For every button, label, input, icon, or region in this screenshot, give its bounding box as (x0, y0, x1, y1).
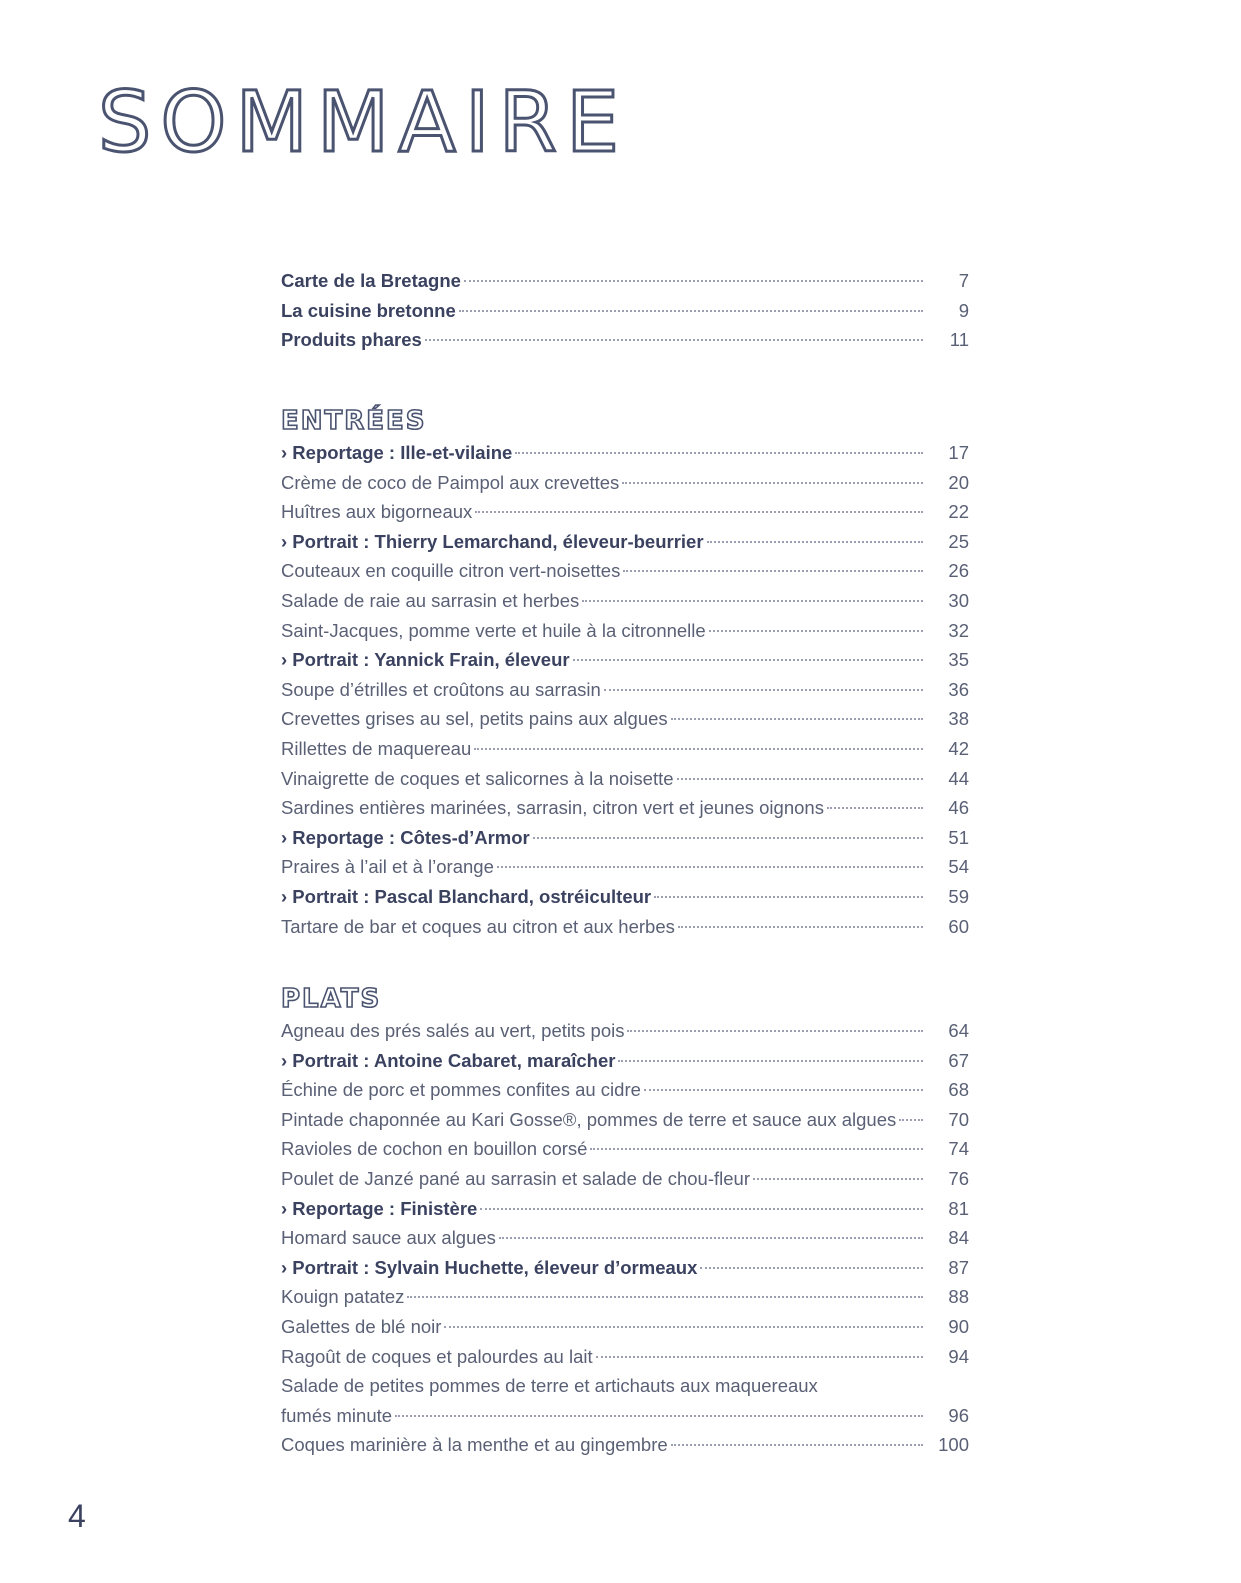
toc-entry[interactable] (281, 912, 969, 942)
dot-leader (395, 1415, 923, 1417)
toc-entry-page-number: 9 (958, 299, 969, 321)
toc-entry-label: Pintade chaponnée au Kari Gosse®, pommes de terre et sauce aux algues (281, 1108, 897, 1130)
toc-entry[interactable] (281, 704, 969, 734)
toc-entry-label: › Portrait : Yannick Frain, éleveur (281, 649, 570, 671)
toc-entry[interactable] (281, 823, 969, 853)
toc-entry[interactable] (281, 1401, 969, 1431)
toc-entry-label: Coques marinière à la menthe et au gingembre (281, 1434, 668, 1456)
section-heading-plats: PLATS (281, 984, 382, 1014)
toc-entry-page-number: 26 (948, 560, 969, 582)
toc-entry[interactable] (281, 645, 969, 675)
toc-entry-page-number: 60 (948, 915, 969, 937)
dot-leader (753, 1178, 923, 1180)
dot-leader (678, 926, 923, 928)
toc-intro-list (281, 266, 969, 355)
toc-entry[interactable] (281, 1016, 969, 1046)
toc-entry[interactable] (281, 325, 969, 355)
dot-leader (475, 511, 923, 513)
dot-leader (707, 541, 923, 543)
dot-leader (827, 807, 923, 809)
toc-entry-page-number: 88 (948, 1286, 969, 1308)
toc-entry[interactable] (281, 468, 969, 498)
dot-leader (407, 1296, 923, 1298)
toc-entry-label: Homard sauce aux algues (281, 1227, 496, 1249)
page-number: 4 (68, 1498, 86, 1534)
toc-entry[interactable] (281, 296, 969, 326)
toc-entry-label: Galettes de blé noir (281, 1315, 442, 1337)
toc-entry-label: Salade de petites pommes de terre et artichauts aux maquereaux (281, 1375, 818, 1397)
toc-entry[interactable] (281, 1105, 969, 1135)
dot-leader (604, 689, 923, 691)
toc-entry-label: Ragoût de coques et palourdes au lait (281, 1345, 593, 1367)
toc-entry-label: › Reportage : Ille-et-vilaine (281, 442, 513, 463)
toc-entry-page-number: 74 (948, 1138, 969, 1160)
toc-entry[interactable] (281, 764, 969, 794)
toc-entry-label: › Portrait : Sylvain Huchette, éleveur d’ormeaux (281, 1256, 698, 1278)
toc-entrees-list (281, 438, 969, 941)
toc-entry-page-number: 76 (948, 1167, 969, 1189)
dot-leader (899, 1119, 923, 1121)
section-heading-entrees: ENTRÉES (281, 406, 427, 436)
dot-leader (480, 1208, 923, 1210)
toc-entry[interactable] (281, 1312, 969, 1342)
toc-entry-page-number: 22 (948, 501, 969, 523)
toc-entry[interactable] (281, 1282, 969, 1312)
toc-entry-label: › Portrait : Antoine Cabaret, maraîcher (281, 1049, 616, 1071)
toc-entry[interactable] (281, 527, 969, 557)
toc-entry-label: Sardines entières marinées, sarrasin, citron vert et jeunes oignons (281, 797, 824, 819)
toc-entry-page-number: 42 (948, 737, 969, 759)
toc-entry-label: Salade de raie au sarrasin et herbes (281, 589, 580, 611)
toc-entry-page-number: 32 (948, 619, 969, 641)
toc-entry[interactable] (281, 266, 969, 296)
toc-entry[interactable] (281, 1342, 969, 1372)
toc-entry-page-number: 17 (948, 442, 969, 463)
toc-entry[interactable] (281, 616, 969, 646)
toc-entry-label: Échine de porc et pommes confites au cidre (281, 1079, 641, 1101)
dot-leader (499, 1237, 923, 1239)
toc-entry-page-number: 67 (948, 1049, 969, 1071)
toc-entry[interactable] (281, 1194, 969, 1224)
toc-entry-label: Vinaigrette de coques et salicornes à la noisette (281, 767, 674, 789)
toc-entry-line (281, 1371, 969, 1401)
toc-entry-label: Couteaux en coquille citron vert-noisettes (281, 560, 621, 582)
toc-entry[interactable] (281, 1046, 969, 1076)
toc-entry[interactable] (281, 852, 969, 882)
dot-leader (596, 1356, 923, 1358)
dot-leader (671, 1444, 923, 1446)
toc-entry-page-number: 96 (948, 1404, 969, 1426)
toc-entry-label: Crevettes grises au sel, petits pains aux algues (281, 708, 668, 730)
toc-entry-label: Poulet de Janzé pané au sarrasin et salade de chou-fleur (281, 1167, 750, 1189)
toc-entry-page-number: 90 (948, 1315, 969, 1337)
toc-entry-label: › Reportage : Côtes-d’Armor (281, 826, 530, 848)
dot-leader (671, 718, 923, 720)
toc-entry-page-number: 94 (948, 1345, 969, 1367)
dot-leader (533, 837, 923, 839)
toc-entry-page-number: 70 (948, 1108, 969, 1130)
toc-entry-label: Agneau des prés salés au vert, petits pois (281, 1020, 625, 1041)
toc-entry-page-number: 54 (948, 856, 969, 878)
toc-entry-label: Kouign patatez (281, 1286, 405, 1308)
toc-entry-label: Tartare de bar et coques au citron et aux herbes (281, 915, 675, 937)
toc-entry-label: Carte de la Bretagne (281, 270, 461, 291)
toc-entry-page-number: 11 (949, 329, 969, 351)
toc-entry-page-number: 87 (948, 1256, 969, 1278)
toc-entry-label: Crème de coco de Paimpol aux crevettes (281, 471, 620, 493)
toc-entry-label: › Portrait : Pascal Blanchard, ostréiculteur (281, 885, 652, 907)
toc-entry-page-number: 36 (948, 678, 969, 700)
toc-entry-label: Produits phares (281, 329, 422, 351)
toc-plats-section (281, 982, 969, 1460)
toc-entry-page-number: 100 (938, 1434, 969, 1456)
toc-entry-label: › Portrait : Thierry Lemarchand, éleveur-beurrier (281, 530, 704, 552)
toc-entry-label: Saint-Jacques, pomme verte et huile à la citronnelle (281, 619, 706, 641)
toc-entry[interactable] (281, 556, 969, 586)
dot-leader (573, 659, 923, 661)
toc-entry-page-number: 38 (948, 708, 969, 730)
dot-leader (425, 339, 923, 341)
toc-entry-page-number: 51 (948, 826, 969, 848)
toc-entry-label: Huîtres aux bigorneaux (281, 501, 473, 523)
dot-leader (654, 896, 923, 898)
dot-leader (582, 600, 923, 602)
toc-entry[interactable] (281, 1164, 969, 1194)
dot-leader (627, 1030, 923, 1032)
toc-entry-page-number: 30 (948, 589, 969, 611)
dot-leader (444, 1326, 923, 1328)
toc-entry-label: Praires à l’ail et à l’orange (281, 856, 494, 878)
dot-leader (464, 280, 923, 282)
dot-leader (623, 570, 923, 572)
dot-leader (497, 866, 923, 868)
toc-entry[interactable] (281, 438, 969, 468)
toc-entry-page-number: 59 (948, 885, 969, 907)
toc-entry-label: Soupe d’étrilles et croûtons au sarrasin (281, 678, 601, 700)
dot-leader (459, 310, 923, 312)
toc-entry[interactable] (281, 1430, 969, 1460)
toc-entry-page-number: 25 (948, 530, 969, 552)
dot-leader (474, 748, 923, 750)
toc-entry-page-number: 81 (948, 1197, 969, 1219)
toc-entry-page-number: 68 (948, 1079, 969, 1101)
dot-leader (618, 1060, 923, 1062)
toc-entry[interactable] (281, 734, 969, 764)
toc-entry-page-number: 35 (948, 649, 969, 671)
toc-entry-page-number: 7 (958, 270, 969, 291)
toc-entry[interactable] (281, 497, 969, 527)
toc-entry[interactable] (281, 793, 969, 823)
dot-leader (590, 1148, 923, 1150)
toc-entry-label: Ravioles de cochon en bouillon corsé (281, 1138, 588, 1160)
toc-entry-label: Rillettes de maquereau (281, 737, 472, 759)
dot-leader (644, 1089, 923, 1091)
dot-leader (677, 778, 923, 780)
toc-entry-label: › Reportage : Finistère (281, 1197, 478, 1219)
toc-entry[interactable] (281, 586, 969, 616)
toc-entry[interactable] (281, 882, 969, 912)
dot-leader (622, 482, 923, 484)
dot-leader (709, 630, 923, 632)
dot-leader (515, 452, 923, 454)
toc-entry[interactable] (281, 1223, 969, 1253)
toc-entry[interactable] (281, 1253, 969, 1283)
toc-entry[interactable] (281, 675, 969, 705)
toc-entry-label: fumés minute (281, 1404, 393, 1426)
toc-plats-list (281, 1016, 969, 1460)
toc-entry[interactable] (281, 1075, 969, 1105)
toc-entry-page-number: 46 (948, 797, 969, 819)
toc-entry-page-number: 64 (948, 1020, 969, 1041)
toc-entry-page-number: 84 (948, 1227, 969, 1249)
dot-leader (700, 1267, 923, 1269)
toc-entry-label: La cuisine bretonne (281, 299, 456, 321)
toc-entry-page-number: 44 (948, 767, 969, 789)
toc-entrees-section (281, 404, 969, 941)
toc-entry-page-number: 20 (948, 471, 969, 493)
toc-entry[interactable] (281, 1134, 969, 1164)
page-title: SOMMAIRE (98, 73, 629, 171)
